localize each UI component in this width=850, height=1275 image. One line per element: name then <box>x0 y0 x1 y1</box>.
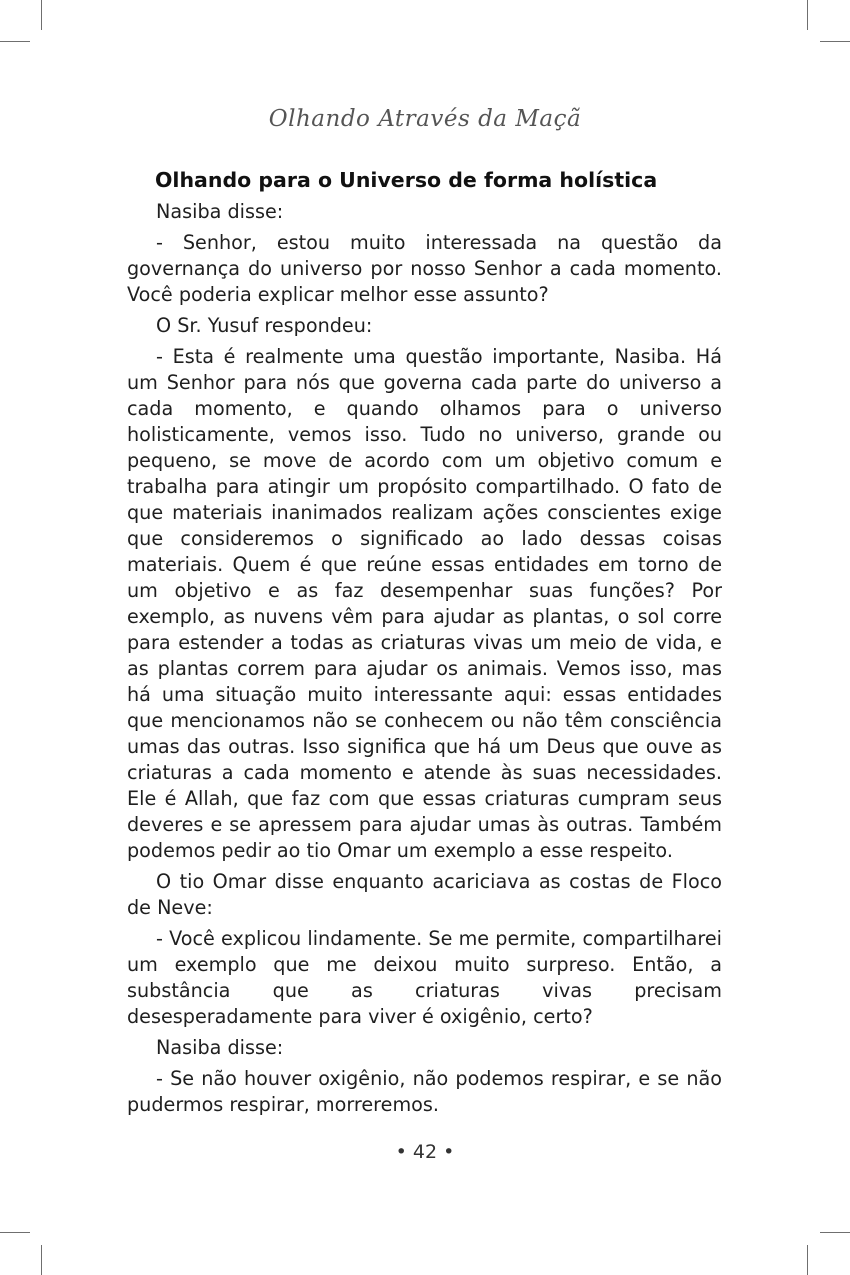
running-head: Olhando Através da Maçã <box>268 106 582 132</box>
crop-mark-bottom-right-vertical <box>807 1245 808 1275</box>
paragraph: - Senhor, estou muito interessada na questão da governança do universo por nosso Senhor a cada momento. Você poderia explicar melhor esse assunto? <box>127 231 722 306</box>
crop-mark-bottom-left-vertical <box>41 1245 42 1275</box>
paragraph: - Se não houver oxigênio, não podemos respirar, e se não pudermos respirar, morreremos. <box>127 1067 722 1116</box>
crop-mark-top-left-vertical <box>41 0 42 30</box>
crop-mark-top-right-horizontal <box>820 41 850 42</box>
paragraph: - Você explicou lindamente. Se me permite, compartilharei um exemplo que me deixou muito surpreso. Então, a substância que as criaturas vivas precisam desesperadamente para viver é oxigênio, certo? <box>127 927 722 1028</box>
paragraph: Nasiba disse: <box>156 200 284 223</box>
crop-mark-top-left-horizontal <box>0 41 30 42</box>
crop-mark-bottom-right-horizontal <box>820 1232 850 1233</box>
page-number: • 42 • <box>395 1141 455 1163</box>
body-text <box>127 166 722 1118</box>
paragraph: Nasiba disse: <box>156 1036 284 1059</box>
section-title: Olhando para o Universo de forma holística <box>155 168 658 192</box>
crop-mark-top-right-vertical <box>807 0 808 30</box>
paragraph: O Sr. Yusuf respondeu: <box>156 314 373 337</box>
paragraph: O tio Omar disse enquanto acariciava as costas de Floco de Neve: <box>127 870 722 919</box>
crop-mark-bottom-left-horizontal <box>0 1232 30 1233</box>
paragraph: - Esta é realmente uma questão importante, Nasiba. Há um Senhor para nós que governa cada parte do universo a cada momento, e quando olhamos para o universo holisticamente, vemos isso. Tudo no universo, grande ou pequeno, se move de acordo com um objetivo comum e trabalha para atingir um propósito compartilhado. O fato de que materiais inanimados realizam ações conscientes exige que consideremos o significado ao lado dessas coisas materiais. Quem é que reúne essas entidades em torno de um objetivo e as faz desempenhar suas funções? Por exemplo, as nuvens vêm para ajudar as plantas, o sol corre para estender a todas as criaturas vivas um meio de vida, e as plantas correm para ajudar os animais. Vemos isso, mas há uma situação muito interessante aqui: essas entidades que mencionamos não se conhecem ou não têm consciência umas das outras. Isso significa que há um Deus que ouve as criaturas a cada momento e atende às suas necessidades. Ele é Allah, que faz com que essas criaturas cumpram seus deveres e se apressem para ajudar umas às outras. Também podemos pedir ao tio Omar um exemplo a esse respeito. <box>127 345 722 862</box>
